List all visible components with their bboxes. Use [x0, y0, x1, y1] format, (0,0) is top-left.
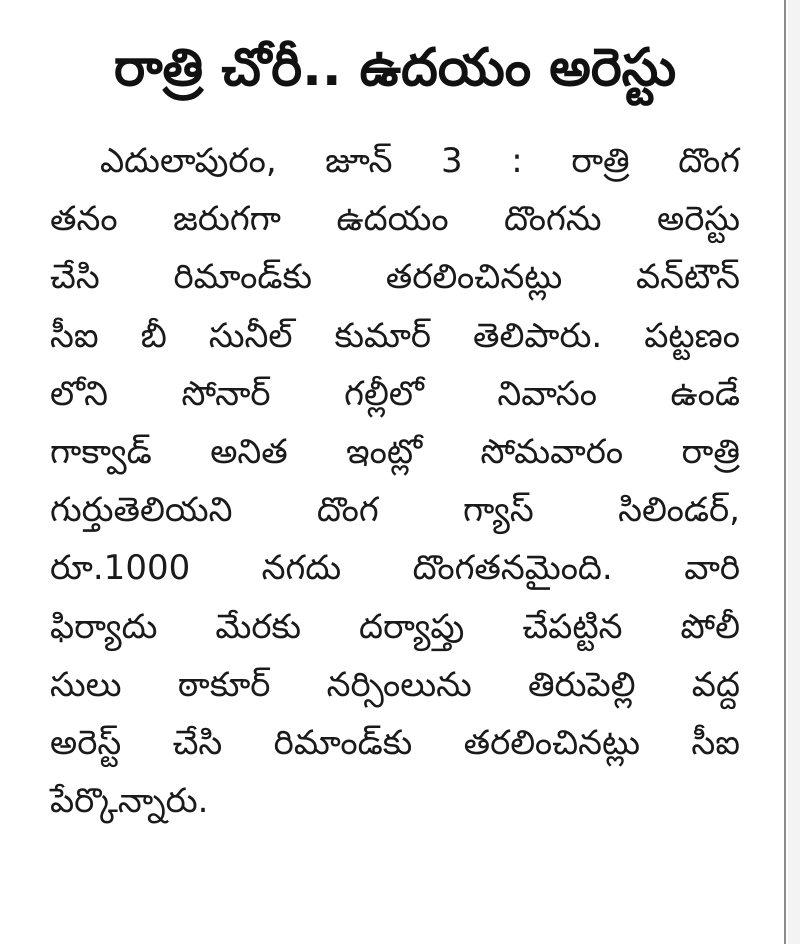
article-line: తనం జరుగగా ఉదయం దొంగను అరెస్టు [50, 199, 740, 240]
article-line: లోని సోనార్ గల్లీలో నివాసం ఉండే [50, 373, 740, 414]
article-line: గుర్తుతెలియని దొంగ గ్యాస్ సిలిండర్, [50, 490, 740, 531]
article-line: ఎదులాపురం, జూన్ 3 : రాత్రి దొంగ [100, 141, 740, 181]
article-body [50, 132, 740, 830]
article-line: గాక్వాడ్ అనిత ఇంట్లో సోమవారం రాత్రి [50, 431, 740, 472]
article-line: ఫిర్యాదు మేరకు దర్యాప్తు చేపట్టిన పోలీ [50, 606, 740, 647]
article-line: రూ.1000 నగదు దొంగతనమైంది. వారి [50, 548, 740, 589]
article-line: అరెస్ట్ చేసి రిమాండ్‌కు తరలించినట్లు సీఐ [50, 722, 740, 763]
article-line: సులు ఠాకూర్ నర్సింలును తిరుపెల్లి వద్ద [50, 664, 740, 705]
article-line: సీఐ బీ సునీల్ కుమార్ తెలిపారు. పట్టణం [50, 315, 740, 356]
article-line: చేసి రిమాండ్‌కు తరలించినట్లు వన్‌టౌన్ [50, 257, 740, 298]
article-line: పేర్కొన్నారు. [50, 781, 209, 822]
article-headline: రాత్రి చోరీ.. ఉదయం అరెస్టు [113, 38, 677, 98]
page-edge [788, 0, 800, 944]
column-divider [784, 0, 786, 944]
